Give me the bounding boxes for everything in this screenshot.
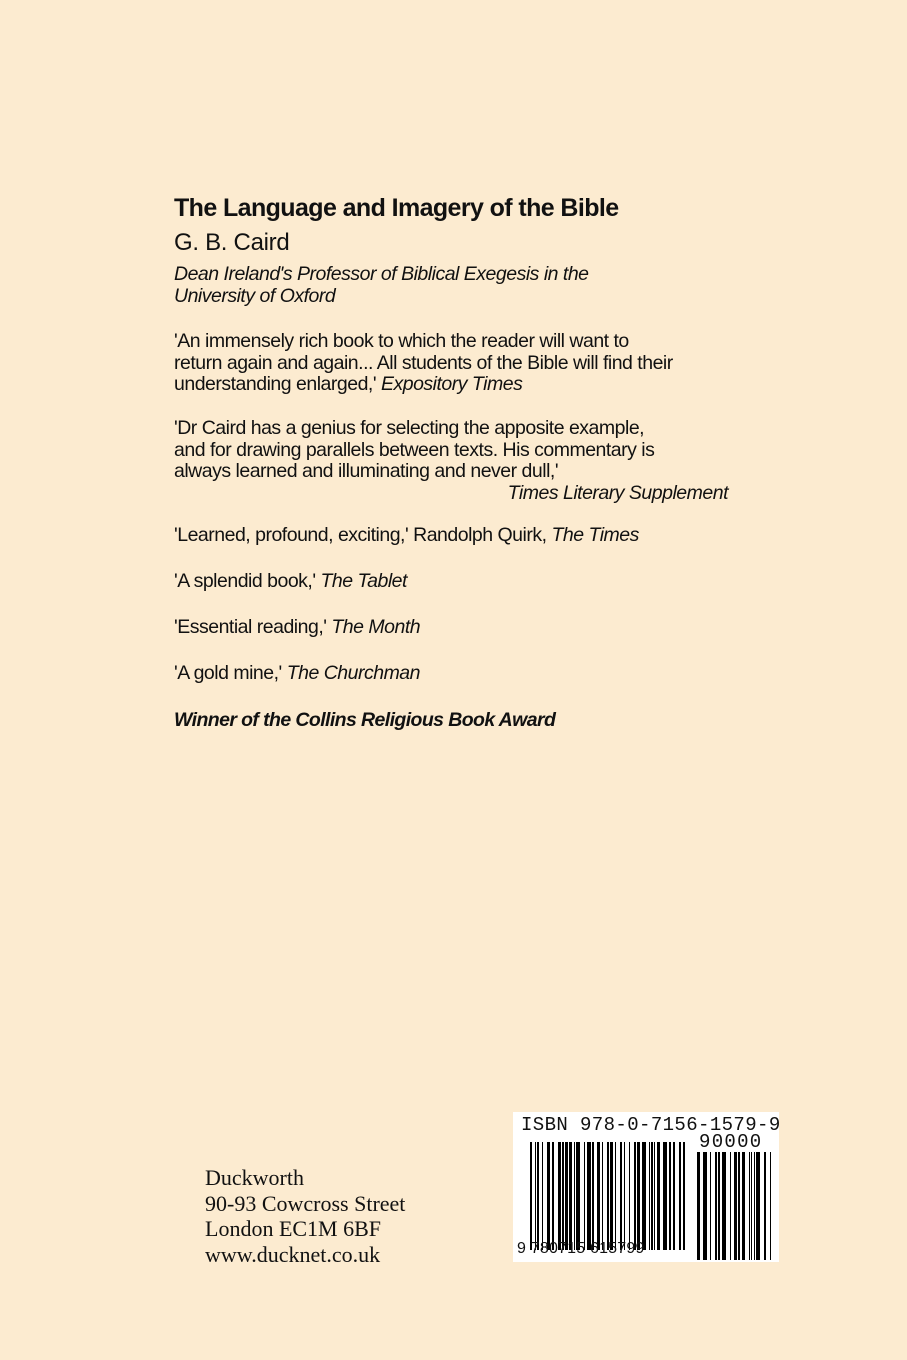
ean-digits: 9 780715 615799 bbox=[517, 1240, 645, 1257]
award-line: Winner of the Collins Religious Book Award bbox=[174, 709, 556, 731]
barcode-bar bbox=[722, 1152, 726, 1260]
barcode-bar bbox=[749, 1152, 750, 1260]
barcode-bar bbox=[620, 1142, 622, 1250]
review-quote-5: 'Essential reading,' The Month bbox=[174, 616, 421, 638]
review-quote-6: 'A gold mine,' The Churchman bbox=[174, 662, 421, 684]
barcode-bar bbox=[770, 1152, 771, 1260]
barcode-bar bbox=[764, 1152, 766, 1260]
review-source: The Month bbox=[331, 616, 421, 638]
barcode-bar bbox=[530, 1142, 532, 1250]
barcode-bar bbox=[654, 1142, 655, 1250]
review-line: 'An immensely rich book to which the reader will want to bbox=[174, 330, 629, 352]
barcode-bar bbox=[535, 1142, 536, 1250]
barcode-bar bbox=[649, 1142, 650, 1250]
barcode-bar bbox=[542, 1142, 543, 1250]
barcode-bar bbox=[592, 1142, 594, 1250]
isbn-label: ISBN 978-0-7156-1579-9 bbox=[521, 1114, 781, 1136]
publisher-city: London EC1M 6BF bbox=[205, 1216, 382, 1241]
review-quote-3: 'Learned, profound, exciting,' Randolph Quirk, The Times bbox=[174, 524, 639, 546]
barcode-bar bbox=[730, 1152, 731, 1260]
barcode-bar bbox=[703, 1152, 707, 1260]
barcode-bar bbox=[607, 1142, 609, 1250]
affiliation-line-2: University of Oxford bbox=[174, 285, 336, 307]
review-line: always learned and illuminating and never dull,' bbox=[174, 460, 559, 482]
barcode-bar bbox=[584, 1142, 585, 1250]
review-line: and for drawing parallels between texts. His commentary is bbox=[174, 438, 655, 461]
barcode-bar bbox=[683, 1142, 685, 1250]
barcode-bar bbox=[637, 1142, 640, 1250]
barcode-bar bbox=[547, 1142, 550, 1250]
isbn-barcode bbox=[513, 1112, 779, 1262]
barcode-bar bbox=[751, 1152, 752, 1260]
review-quote-4: 'A splendid book,' The Tablet bbox=[174, 570, 407, 592]
barcode-bar bbox=[558, 1142, 561, 1250]
barcode-bar bbox=[738, 1152, 740, 1260]
barcode-bar bbox=[663, 1142, 667, 1250]
review-source: The Times bbox=[551, 524, 639, 546]
book-author: G. B. Caird bbox=[174, 229, 290, 256]
barcode-bar bbox=[754, 1152, 755, 1260]
publisher-address bbox=[205, 1165, 405, 1267]
barcode-bar bbox=[565, 1142, 568, 1250]
barcode-bar bbox=[742, 1152, 745, 1260]
barcode-bar bbox=[574, 1142, 575, 1250]
book-title: The Language and Imagery of the Bible bbox=[174, 194, 619, 222]
barcode-bar bbox=[587, 1142, 591, 1250]
barcode-bar bbox=[602, 1142, 603, 1250]
barcode-bar bbox=[673, 1142, 675, 1250]
review-source: The Churchman bbox=[286, 662, 421, 684]
barcode-bar bbox=[718, 1152, 720, 1260]
barcode-bar bbox=[715, 1152, 717, 1260]
barcode-bar bbox=[569, 1142, 572, 1250]
barcode-bar bbox=[552, 1142, 554, 1250]
author-affiliation bbox=[174, 263, 694, 307]
barcode-bar bbox=[562, 1142, 564, 1250]
publisher-website: www.ducknet.co.uk bbox=[205, 1241, 381, 1267]
review-line: understanding enlarged,' Expository Times bbox=[174, 373, 523, 395]
review-source: The Tablet bbox=[320, 570, 407, 592]
barcode-bar bbox=[624, 1142, 625, 1250]
price-code: 90000 bbox=[699, 1131, 763, 1153]
barcode-bar bbox=[597, 1142, 600, 1250]
barcode-bar bbox=[576, 1142, 580, 1250]
barcode-bar bbox=[642, 1142, 646, 1250]
publisher-street: 90-93 Cowcross Street bbox=[205, 1190, 406, 1216]
review-source: Times Literary Supplement bbox=[507, 481, 728, 504]
barcode-bar bbox=[610, 1142, 613, 1250]
barcode-bar bbox=[537, 1142, 539, 1250]
barcode-bar bbox=[657, 1142, 660, 1250]
barcode-bar bbox=[679, 1142, 681, 1250]
barcode-bar bbox=[710, 1152, 711, 1260]
review-quote-1 bbox=[174, 331, 764, 396]
review-source: Expository Times bbox=[380, 373, 523, 395]
review-line: return again and again... All students of the Bible will find their bbox=[174, 351, 673, 374]
barcode-bar bbox=[756, 1152, 760, 1260]
affiliation-line-1: Dean Ireland's Professor of Biblical Exegesis in the bbox=[174, 263, 589, 285]
barcode-bar bbox=[734, 1152, 737, 1260]
barcode-bar bbox=[634, 1142, 636, 1250]
barcode-bar bbox=[615, 1142, 616, 1250]
barcode-bar bbox=[697, 1152, 700, 1260]
barcode-bar bbox=[651, 1142, 653, 1250]
review-quote-2 bbox=[174, 418, 764, 504]
barcode-bar bbox=[669, 1142, 671, 1250]
review-line: 'Dr Caird has a genius for selecting the apposite example, bbox=[174, 417, 645, 439]
publisher-name: Duckworth bbox=[205, 1165, 304, 1190]
barcode-bar bbox=[629, 1142, 630, 1250]
